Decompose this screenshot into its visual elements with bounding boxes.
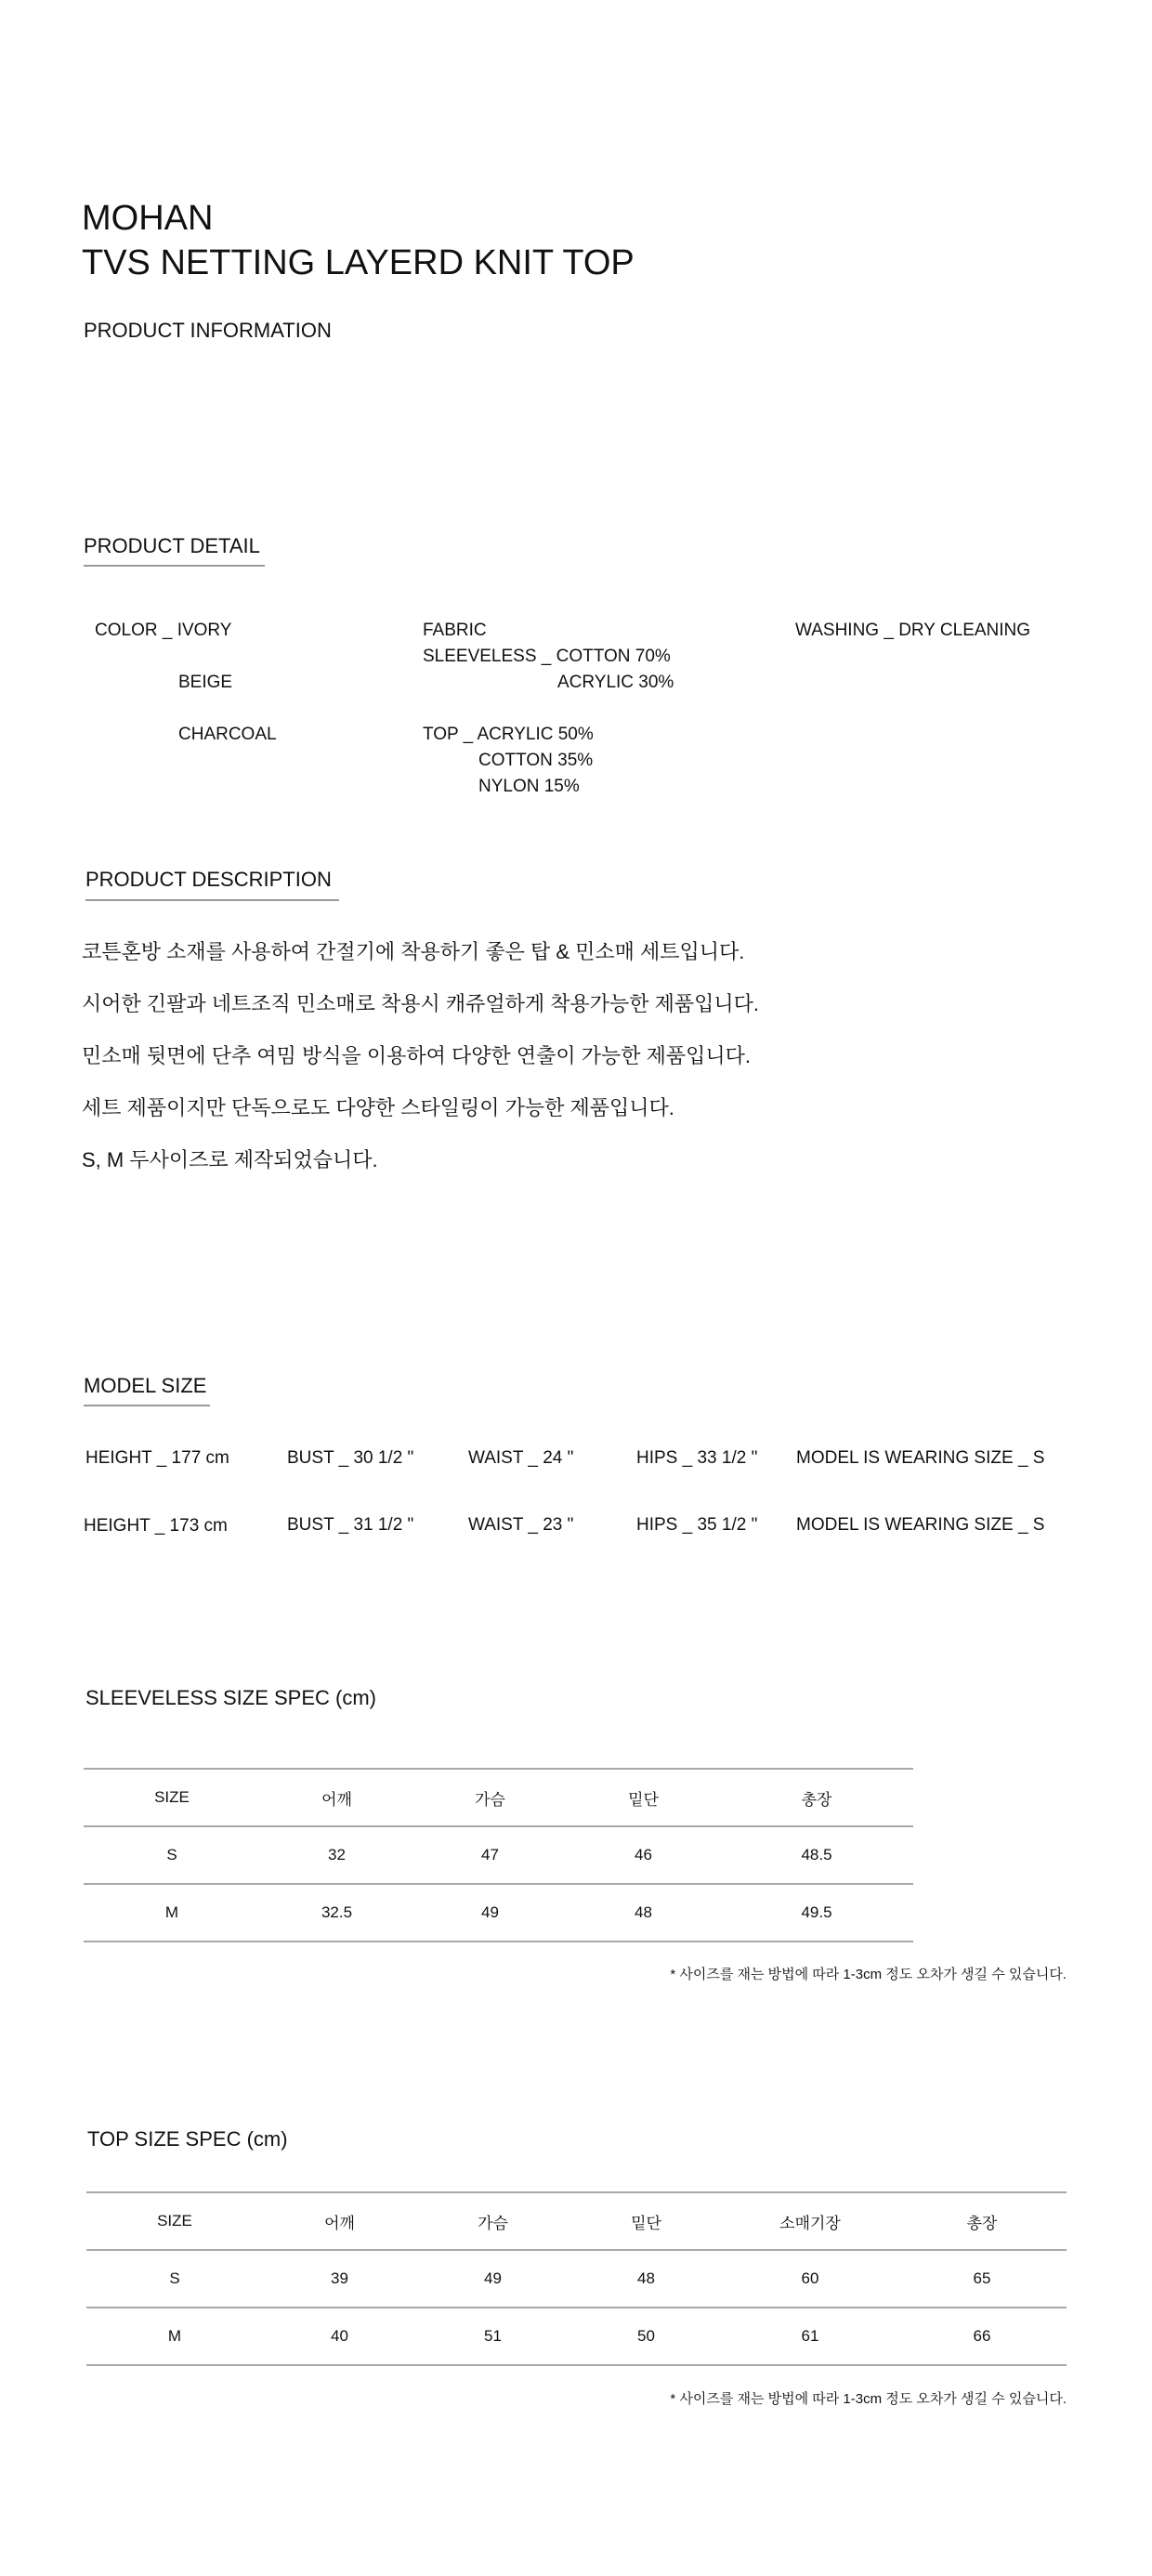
model-hips: HIPS _ 35 1/2 "	[636, 1515, 758, 1535]
table-cell: 61	[723, 2308, 897, 2365]
section-underline	[85, 899, 339, 901]
table-cell: 49	[416, 2250, 569, 2308]
top-spec-title: TOP SIZE SPEC (cm)	[87, 2127, 288, 2151]
table-cell: 48	[567, 1884, 720, 1942]
table-row	[86, 2250, 1067, 2308]
brand-name: MOHAN	[82, 199, 214, 238]
description-line: S, M 두사이즈로 제작되었습니다.	[82, 1148, 378, 1171]
fabric-title: FABRIC	[423, 621, 487, 640]
table-cell: 48	[569, 2250, 723, 2308]
product-name: TVS NETTING LAYERD KNIT TOP	[82, 243, 635, 282]
table-cell: 60	[723, 2250, 897, 2308]
column-header: SIZE	[84, 1769, 260, 1826]
model-hips: HIPS _ 33 1/2 "	[636, 1448, 758, 1468]
column-header: 어깨	[263, 2192, 416, 2250]
table-cell: 50	[569, 2308, 723, 2365]
product-detail-title: PRODUCT DETAIL	[84, 534, 260, 557]
model-waist: WAIST _ 24 "	[468, 1448, 574, 1468]
model-wearing-size: MODEL IS WEARING SIZE _ S	[796, 1515, 1045, 1535]
model-size-title: MODEL SIZE	[84, 1374, 207, 1397]
section-underline	[84, 1405, 210, 1406]
fabric-sleeveless: SLEEVELESS _ COTTON 70%	[423, 647, 671, 666]
column-header: SIZE	[86, 2192, 263, 2250]
description-line: 시어한 긴팔과 네트조직 민소매로 착용시 캐쥬얼하게 착용가능한 제품입니다.	[82, 992, 759, 1015]
column-header: 어깨	[260, 1769, 413, 1826]
column-header: 소매기장	[723, 2192, 897, 2250]
top-measurement-note: * 사이즈를 재는 방법에 따라 1-3cm 정도 오차가 생길 수 있습니다.	[670, 2391, 1067, 2407]
product-information-title: PRODUCT INFORMATION	[84, 319, 332, 342]
model-bust: BUST _ 31 1/2 "	[287, 1515, 414, 1535]
color-charcoal: CHARCOAL	[178, 725, 277, 744]
table-cell: 51	[416, 2308, 569, 2365]
table-row	[84, 1826, 913, 1884]
table-cell: S	[84, 1826, 260, 1884]
fabric-top-3: NYLON 15%	[478, 777, 580, 796]
section-underline	[84, 565, 265, 567]
table-cell: 46	[567, 1826, 720, 1884]
fabric-top: TOP _ ACRYLIC 50%	[423, 725, 594, 744]
sleeveless-spec-title: SLEEVELESS SIZE SPEC (cm)	[85, 1686, 376, 1709]
model-bust: BUST _ 30 1/2 "	[287, 1448, 414, 1468]
table-cell: 65	[897, 2250, 1067, 2308]
color-label: COLOR _ IVORY	[95, 621, 232, 640]
top-size-table	[86, 2191, 1067, 2366]
column-header: 밑단	[567, 1769, 720, 1826]
column-header: 가슴	[416, 2192, 569, 2250]
sleeveless-measurement-note: * 사이즈를 재는 방법에 따라 1-3cm 정도 오차가 생길 수 있습니다.	[670, 1967, 1067, 1982]
column-header: 밑단	[569, 2192, 723, 2250]
table-cell: 40	[263, 2308, 416, 2365]
description-line: 세트 제품이지만 단독으로도 다양한 스타일링이 가능한 제품입니다.	[82, 1096, 674, 1119]
table-row	[86, 2308, 1067, 2365]
column-header: 가슴	[413, 1769, 567, 1826]
model-height: HEIGHT _ 177 cm	[85, 1448, 229, 1468]
table-cell: 32.5	[260, 1884, 413, 1942]
table-cell: M	[86, 2308, 263, 2365]
table-cell: 49	[413, 1884, 567, 1942]
color-beige: BEIGE	[178, 673, 233, 692]
product-description-title: PRODUCT DESCRIPTION	[85, 868, 332, 891]
fabric-sleeveless-2: ACRYLIC 30%	[557, 673, 674, 692]
model-wearing-size: MODEL IS WEARING SIZE _ S	[796, 1448, 1045, 1468]
table-header-row	[86, 2192, 1067, 2250]
table-cell: M	[84, 1884, 260, 1942]
table-cell: 47	[413, 1826, 567, 1884]
table-cell: 48.5	[720, 1826, 913, 1884]
column-header: 총장	[897, 2192, 1067, 2250]
table-header-row	[84, 1769, 913, 1826]
table-cell: 32	[260, 1826, 413, 1884]
table-row	[84, 1884, 913, 1942]
table-cell: 39	[263, 2250, 416, 2308]
sleeveless-size-table	[84, 1768, 913, 1942]
table-cell: 49.5	[720, 1884, 913, 1942]
table-cell: S	[86, 2250, 263, 2308]
model-waist: WAIST _ 23 "	[468, 1515, 574, 1535]
model-height: HEIGHT _ 173 cm	[84, 1516, 228, 1536]
description-line: 민소매 뒷면에 단추 여밈 방식을 이용하여 다양한 연출이 가능한 제품입니다.	[82, 1044, 751, 1067]
washing-instructions: WASHING _ DRY CLEANING	[795, 621, 1031, 640]
column-header: 총장	[720, 1769, 913, 1826]
table-cell: 66	[897, 2308, 1067, 2365]
description-line: 코튼혼방 소재를 사용하여 간절기에 착용하기 좋은 탑 & 민소매 세트입니다.	[82, 940, 745, 963]
fabric-top-2: COTTON 35%	[478, 751, 594, 770]
